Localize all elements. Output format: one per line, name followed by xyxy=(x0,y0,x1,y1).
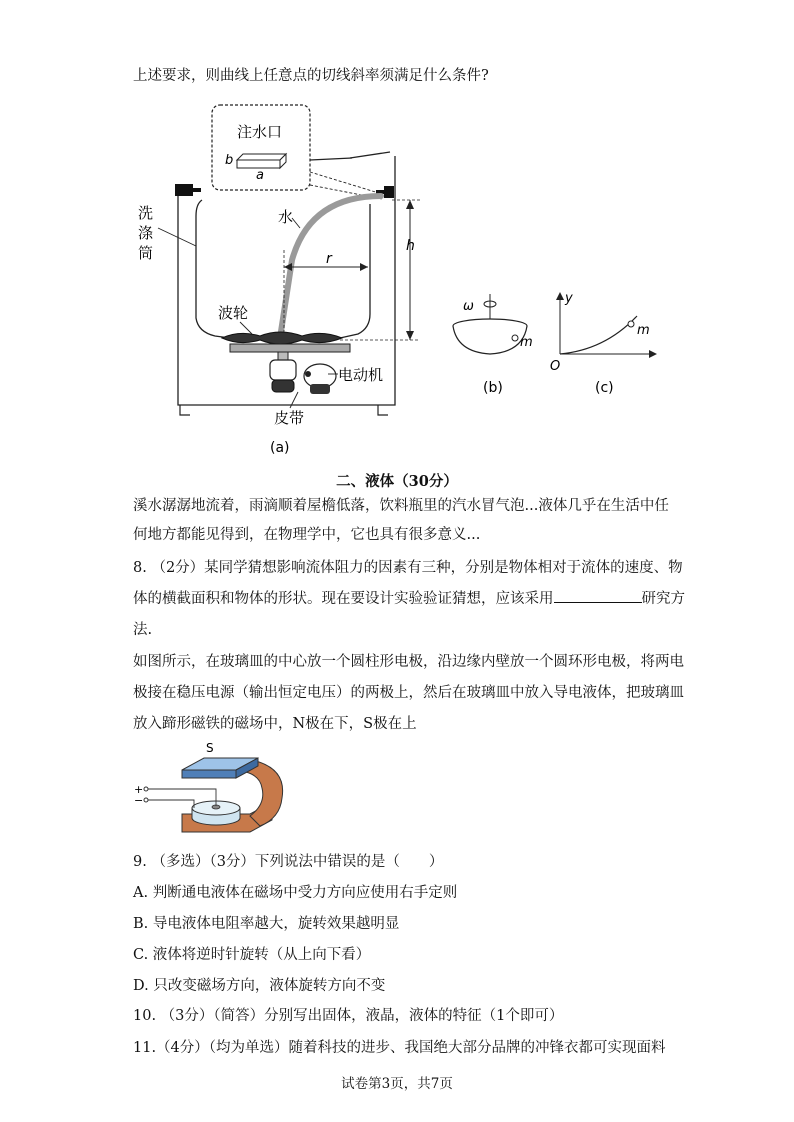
height-arrow-head-bottom xyxy=(406,331,414,340)
pulley-dot xyxy=(305,371,311,377)
y-axis-label: y xyxy=(565,291,573,306)
q9-option-c[interactable]: C. 液体将逆时针旋转（从上向下看） xyxy=(133,947,371,963)
height-arrow-head-top xyxy=(406,200,414,209)
minus-terminal: − xyxy=(134,794,144,807)
q9-option-d[interactable]: D. 只改变磁场方向，液体旋转方向不变 xyxy=(133,978,386,994)
ball-m-c xyxy=(628,321,634,327)
inlet-a-label: a xyxy=(256,168,264,183)
impeller xyxy=(222,332,342,344)
figure-a-caption: (a) xyxy=(270,440,290,456)
q11: 11.（4分）（均为单选）随着科技的进步、我国绝大部分品牌的冲锋衣都可实现面料 xyxy=(133,1040,666,1056)
inlet-title: 注水口 xyxy=(237,123,283,141)
inlet-slab-front xyxy=(237,160,280,168)
q8-line-2 xyxy=(133,587,685,608)
x-axis-arrow xyxy=(649,350,657,358)
pulley-lower xyxy=(310,384,330,394)
setup-line-3: 放入蹄形磁铁的磁场中，N极在下，S极在上 xyxy=(133,716,417,732)
q8-line-2-text: 体的横截面积和物体的形状。现在要设计实验验证猜想，应该采用 xyxy=(133,591,554,607)
q9-option-b[interactable]: B. 导电液体电阻率越大，旋转效果越明显 xyxy=(133,916,400,932)
figure-c-caption: (c) xyxy=(595,380,614,396)
figure-c-curve xyxy=(545,288,670,400)
water-leader xyxy=(292,218,300,228)
q10: 10. （3分）（简答）分别写出固体，液晶，液体的特征（1个即可） xyxy=(133,1008,564,1024)
foot-right xyxy=(378,405,388,415)
origin-label: O xyxy=(550,359,561,374)
s-pole-label: S xyxy=(206,741,214,755)
drum-leader xyxy=(158,228,196,246)
setup-line-1: 如图所示，在玻璃皿的中心放一个圆柱形电极，沿边缘内壁放一个圆环形电极，将两电 xyxy=(133,654,684,670)
terminal-minus-dot xyxy=(144,798,148,802)
q8-line-3: 法. xyxy=(133,622,153,638)
height-label: h xyxy=(406,238,415,254)
q8-line-1: 8. （2分）某同学猜想影响流体阻力的因素有三种，分别是物体相对于流体的速度、物 xyxy=(133,560,683,576)
q8-line-2-tail: 研究方 xyxy=(641,591,685,607)
y-axis-arrow xyxy=(556,292,564,300)
plus-terminal: + xyxy=(134,783,144,796)
water-label: 水 xyxy=(278,208,294,226)
drum-label-3: 筒 xyxy=(138,244,154,262)
motor-label: 电动机 xyxy=(338,366,384,384)
q9-stem: 9. （多选）（3分）下列说法中错误的是（ ） xyxy=(133,854,444,870)
nozzle-left xyxy=(175,184,193,196)
omega-label: ω xyxy=(463,299,474,314)
inlet-slab-top xyxy=(237,154,286,160)
figure-b-caption: (b) xyxy=(483,380,503,396)
callout-leader-1 xyxy=(310,172,382,194)
drum-label-2: 涤 xyxy=(138,224,154,242)
m-label-c: m xyxy=(637,323,650,338)
cabinet-top-right xyxy=(350,152,390,158)
section-intro-line-1: 溪水潺潺地流着，雨滴顺着屋檐低落，饮料瓶里的汽水冒气泡...液体几乎在生活中任 xyxy=(133,498,669,514)
impeller-label: 波轮 xyxy=(218,304,249,322)
shaft xyxy=(278,352,288,360)
motor-upper xyxy=(270,360,296,380)
wire-minus xyxy=(148,800,194,808)
belt-label: 皮带 xyxy=(274,409,305,427)
radius-label: r xyxy=(326,251,332,267)
m-label-b: m xyxy=(520,335,533,350)
section-title: 二、液体（30分） xyxy=(336,473,458,490)
figure-a-washing-machine xyxy=(130,100,430,460)
section-intro-line-2: 何地方都能见得到，在物理学中，它也具有很多意义... xyxy=(133,527,481,543)
q8-answer-blank[interactable] xyxy=(554,590,642,603)
magnet-figure xyxy=(132,738,292,838)
intro-question: 上述要求，则曲线上任意点的切线斜率须满足什么条件? xyxy=(133,68,489,84)
cabinet-lid xyxy=(310,158,352,160)
radius-arrow-head-right xyxy=(360,263,368,271)
setup-line-2: 极接在稳压电源（输出恒定电压）的两极上，然后在玻璃皿中放入导电液体，把玻璃皿 xyxy=(133,685,684,701)
impeller-leader xyxy=(240,322,252,334)
nozzle-left-tip xyxy=(193,188,201,192)
figure-b-bowl xyxy=(445,290,540,400)
terminal-plus-dot xyxy=(144,787,148,791)
motor-lower xyxy=(272,380,294,392)
inlet-b-label: b xyxy=(225,153,234,168)
impeller-base xyxy=(230,344,350,352)
magnet-top-arm-front xyxy=(182,770,236,778)
page-footer: 试卷第3页，共7页 xyxy=(341,1076,453,1092)
foot-left xyxy=(180,405,190,415)
curve xyxy=(560,316,637,354)
drum-label-1: 洗 xyxy=(138,204,154,222)
nozzle-right xyxy=(384,186,394,198)
q9-option-a[interactable]: A. 判断通电液体在磁场中受力方向应使用右手定则 xyxy=(133,885,458,901)
ball-m xyxy=(512,335,518,341)
